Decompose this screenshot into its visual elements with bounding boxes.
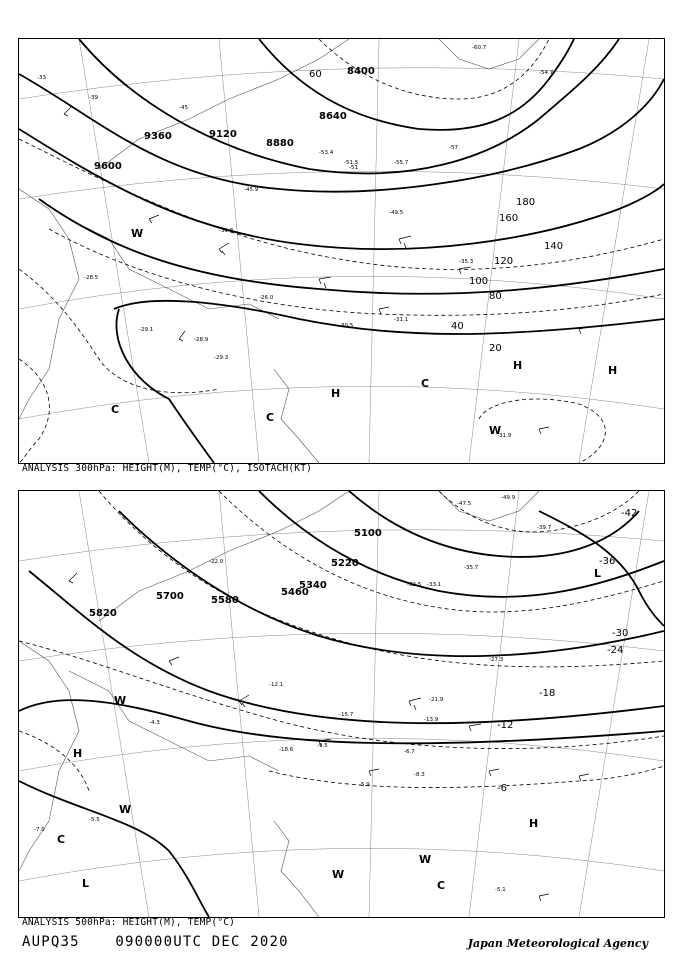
- station-value: -47.5: [457, 501, 472, 507]
- warm-center: W: [419, 853, 432, 866]
- temp-label-neg24: -24: [607, 645, 624, 656]
- temperature-labels: [497, 508, 637, 794]
- temp-label: -57: [449, 145, 458, 151]
- station-value: -5.5: [89, 817, 100, 823]
- height-label-8640: 8640: [319, 111, 347, 122]
- warm-center: W: [332, 868, 345, 881]
- map-500hpa-canvas: [19, 491, 664, 917]
- height-label-5700: 5700: [156, 591, 184, 602]
- pressure-centers: [111, 227, 617, 437]
- cold-center: C: [437, 879, 446, 892]
- station-value: -26.0: [259, 295, 274, 301]
- wind-barbs: [69, 573, 589, 901]
- station-value: -22.0: [209, 559, 224, 565]
- bulletin-code: AUPQ35: [22, 934, 80, 950]
- height-label-5580: 5580: [211, 595, 239, 606]
- height-label-9360: 9360: [144, 131, 172, 142]
- temp-label-neg30: -30: [612, 628, 629, 639]
- station-value: -8.3: [414, 772, 425, 778]
- bulletin-header: [22, 934, 315, 950]
- isotach-labels: [309, 69, 563, 354]
- station-value: -35.7: [464, 565, 479, 571]
- caption-300hpa: ANALYSIS 300hPa: HEIGHT(M), TEMP(°C), ISOTACH(KT): [22, 463, 313, 474]
- cold-center: C: [111, 403, 120, 416]
- height-label-9120: 9120: [209, 129, 237, 140]
- high-center: H: [73, 747, 83, 760]
- isotach-label: 140: [544, 241, 564, 252]
- station-value: -28.9: [194, 337, 209, 343]
- height-labels: [94, 66, 375, 172]
- temp-label-neg18: -18: [539, 688, 556, 699]
- station-value: -31.9: [497, 433, 512, 439]
- coastline: [19, 491, 539, 917]
- high-center: H: [529, 817, 539, 830]
- coastline: [19, 39, 539, 463]
- station-value: -4.3: [149, 720, 160, 726]
- temp-label: -45: [179, 105, 188, 111]
- height-label-5460: 5460: [281, 587, 309, 598]
- agency-credit: Japan Meteorological Agency: [467, 937, 648, 950]
- warm-center: W: [119, 803, 132, 816]
- valid-time: 090000UTC DEC 2020: [115, 934, 289, 950]
- temp-label-neg6: -6: [497, 783, 507, 794]
- station-value: -55.7: [394, 160, 409, 166]
- temperature-labels: [37, 75, 458, 171]
- station-value: -5.9: [359, 782, 370, 788]
- graticule: [19, 39, 664, 463]
- station-value: -13.9: [424, 717, 439, 723]
- cold-center: C: [421, 377, 430, 390]
- isotach-label: 80: [489, 291, 502, 302]
- height-contours: [19, 39, 664, 463]
- station-values: [34, 495, 552, 893]
- pressure-centers: [57, 567, 601, 892]
- height-label-5820: 5820: [89, 608, 117, 619]
- cold-center: C: [266, 411, 275, 424]
- caption-500hpa: ANALYSIS 500hPa: HEIGHT(M), TEMP(°C): [22, 917, 236, 928]
- isotach-label: 160: [499, 213, 519, 224]
- high-center: H: [513, 359, 523, 372]
- station-value: -29.3: [214, 355, 229, 361]
- height-label-5220: 5220: [331, 558, 359, 569]
- warm-center: W: [489, 424, 502, 437]
- station-value: -49.5: [389, 210, 404, 216]
- station-value: -21.9: [429, 697, 444, 703]
- station-value: -31.1: [394, 317, 409, 323]
- cold-center: C: [57, 833, 66, 846]
- isotach-label: 60: [309, 69, 322, 80]
- temp-label: -33: [37, 75, 46, 81]
- temp-label: -39: [89, 95, 98, 101]
- station-value: -60.7: [472, 45, 487, 51]
- station-value: -27.3: [489, 657, 504, 663]
- station-value: -29.1: [139, 327, 154, 333]
- station-value: -28.5: [84, 275, 99, 281]
- height-label-8400: 8400: [347, 66, 375, 77]
- station-value: -5.1: [495, 887, 506, 893]
- height-label-8880: 8880: [266, 138, 294, 149]
- station-value: -18.6: [279, 747, 294, 753]
- low-center: L: [82, 877, 90, 890]
- chart-300hpa: [18, 38, 665, 464]
- station-value: -35.3: [459, 259, 474, 265]
- station-value: -49.9: [501, 495, 516, 501]
- isotach-contours: [19, 39, 664, 463]
- isotach-label: 120: [494, 256, 514, 267]
- station-value: -15.7: [339, 712, 354, 718]
- isotach-label: 180: [516, 197, 536, 208]
- height-label-9600: 9600: [94, 161, 122, 172]
- isotach-label: 20: [489, 343, 502, 354]
- station-value: -39.7: [537, 525, 552, 531]
- station-value: -32.5: [407, 582, 422, 588]
- temp-label-neg12: -12: [497, 720, 514, 731]
- station-value: -33.1: [427, 582, 442, 588]
- height-labels: [89, 528, 382, 619]
- station-value: -9.5: [317, 743, 328, 749]
- station-value: -7.0: [34, 827, 45, 833]
- warm-center: W: [131, 227, 144, 240]
- chart-500hpa: [18, 490, 665, 918]
- station-value: -6.7: [404, 749, 415, 755]
- high-center: H: [608, 364, 618, 377]
- station-value: -51.5: [344, 160, 359, 166]
- high-center: H: [331, 387, 341, 400]
- station-value: -53.4: [319, 150, 334, 156]
- map-300hpa-canvas: [19, 39, 664, 463]
- station-value: -45.9: [244, 187, 259, 193]
- temp-label-neg36: -36: [599, 556, 616, 567]
- height-label-5340: 5340: [299, 580, 327, 591]
- station-value: -54.7: [539, 70, 554, 76]
- low-center: L: [594, 567, 602, 580]
- station-value: -39.8: [219, 228, 234, 234]
- temp-label: -51: [349, 165, 358, 171]
- height-label-5100: 5100: [354, 528, 382, 539]
- isotach-label: 100: [469, 276, 489, 287]
- station-value: -12.1: [269, 682, 284, 688]
- isotach-label: 40: [451, 321, 464, 332]
- temp-label-neg42: -42: [621, 508, 638, 519]
- station-value: -30.5: [339, 323, 354, 329]
- warm-center: W: [114, 694, 127, 707]
